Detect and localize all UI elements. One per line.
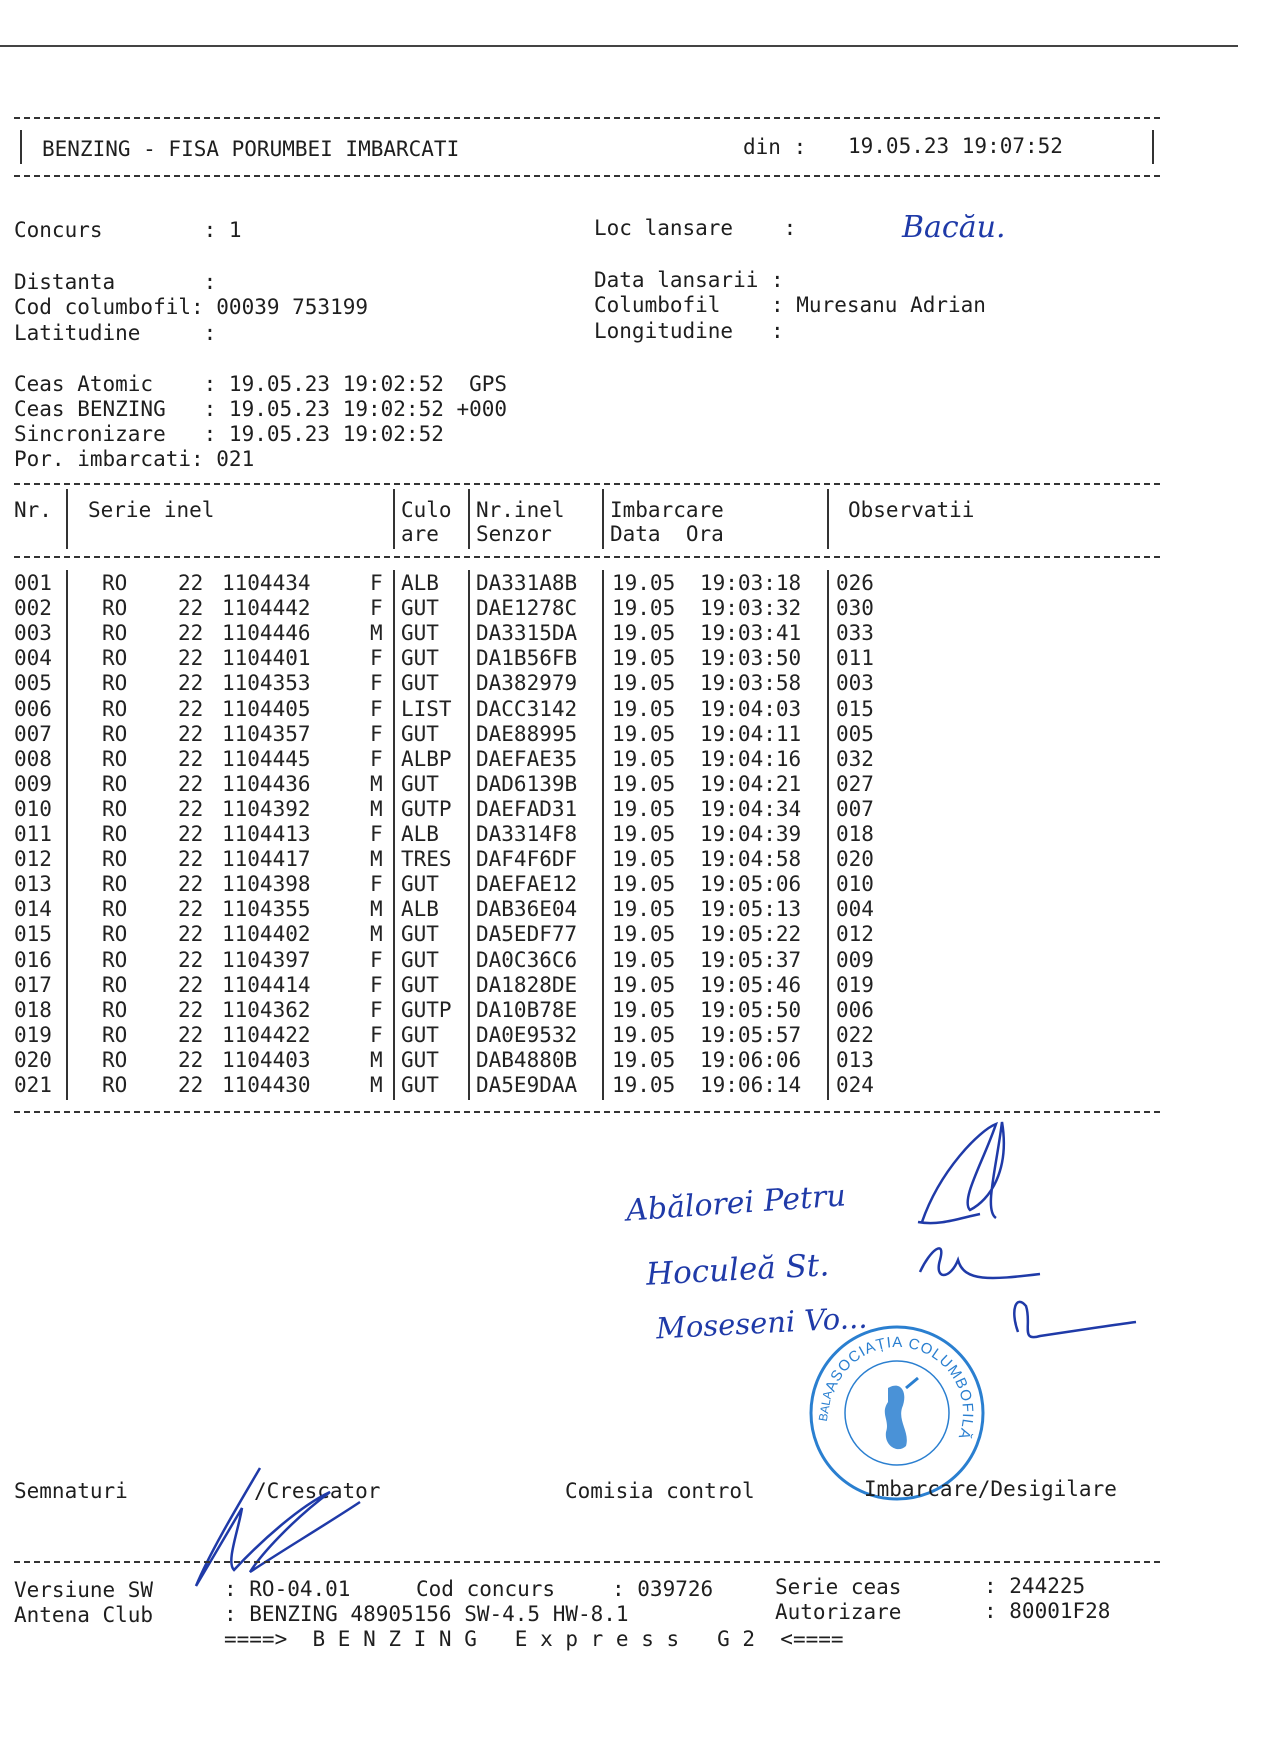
cell-inel: 1104430: [222, 1073, 311, 1097]
cell-data: 19.05: [612, 796, 676, 821]
cell-data: 19.05: [612, 671, 676, 696]
cell-obs: 033: [836, 621, 874, 646]
cell-sex: M: [370, 847, 383, 872]
body-col-sep-1: [66, 570, 68, 1100]
cell-tara: RO: [102, 897, 128, 922]
cell-nr: 002: [14, 596, 52, 621]
cell-obs: 013: [836, 1047, 874, 1072]
serie-ceas-value: : 244225: [984, 1574, 1086, 1598]
cell-nr: 010: [14, 796, 52, 821]
cell-nr: 019: [14, 1022, 52, 1047]
table-header-bottom-rule: [14, 556, 1160, 558]
cell-data: 19.05: [612, 721, 676, 746]
cell-tara: RO: [102, 1022, 128, 1047]
cell-inel: 1104413: [222, 822, 311, 846]
cell-an: 22: [178, 746, 204, 771]
cell-culoare: GUT: [401, 972, 439, 997]
cell-culoare: GUTP: [401, 796, 452, 821]
cell-obs: 030: [836, 596, 874, 621]
ceas-benzing-field: Ceas BENZING : 19.05.23 19:02:52 +000: [14, 397, 508, 421]
data-lansarii-field: Data lansarii :: [594, 268, 784, 292]
cell-ora: 19:03:58: [700, 671, 802, 696]
serie-ceas-label: Serie ceas: [775, 1575, 902, 1599]
cell-culoare: GUT: [401, 872, 439, 897]
cell-sex: F: [370, 746, 383, 771]
cell-data: 19.05: [612, 947, 676, 972]
comisia-control-label: Comisia control: [565, 1479, 755, 1503]
cell-inel: 1104417: [222, 847, 311, 872]
cell-data: 19.05: [612, 746, 676, 771]
cell-inel: 1104401: [222, 646, 311, 671]
cell-obs: 018: [836, 822, 874, 846]
longitudine-field: Longitudine :: [594, 319, 784, 343]
cell-inel: 1104442: [222, 596, 311, 621]
handwritten-name-2: Hoculeă St.: [645, 1247, 830, 1293]
cell-an: 22: [178, 796, 204, 821]
cell-an: 22: [178, 822, 204, 846]
cell-data: 19.05: [612, 1073, 676, 1097]
cell-tara: RO: [102, 972, 128, 997]
cell-tara: RO: [102, 796, 128, 821]
cell-obs: 003: [836, 671, 874, 696]
th-serie-inel: Serie inel: [88, 498, 215, 522]
cell-culoare: GUT: [401, 922, 439, 947]
body-col-sep-2: [393, 570, 395, 1100]
din-value: 19.05.23 19:07:52: [848, 134, 1063, 158]
cell-inel: 1104414: [222, 972, 311, 997]
cell-tara: RO: [102, 596, 128, 621]
cell-nr: 003: [14, 621, 52, 646]
cell-data: 19.05: [612, 646, 676, 671]
cell-data: 19.05: [612, 972, 676, 997]
cell-ora: 19:04:21: [700, 771, 802, 796]
cell-nr: 020: [14, 1047, 52, 1072]
cell-inel: 1104422: [222, 1022, 311, 1047]
cell-obs: 012: [836, 922, 874, 947]
col-sep-5: [827, 489, 829, 549]
cell-ora: 19:05:57: [700, 1022, 802, 1047]
autorizare-value: : 80001F28: [984, 1599, 1111, 1623]
cell-data: 19.05: [612, 847, 676, 872]
cell-inel: 1104446: [222, 621, 311, 646]
cell-an: 22: [178, 1073, 204, 1097]
cell-inel: 1104405: [222, 696, 311, 721]
versiune-sw-value: : RO-04.01: [224, 1577, 351, 1601]
page-top-edge: [0, 45, 1238, 47]
cell-ora: 19:03:18: [700, 571, 802, 595]
stamp-left-text: BALA: [815, 1389, 835, 1423]
cell-senzor: DA0E9532: [476, 1022, 578, 1047]
cell-obs: 026: [836, 571, 874, 595]
ceas-atomic-field: Ceas Atomic : 19.05.23 19:02:52 GPS: [14, 372, 508, 396]
cell-obs: 019: [836, 972, 874, 997]
cell-nr: 017: [14, 972, 52, 997]
cell-culoare: GUT: [401, 1047, 439, 1072]
cell-tara: RO: [102, 621, 128, 646]
cell-inel: 1104355: [222, 897, 311, 922]
col-sep-4: [602, 489, 604, 549]
porumbei-imbarcati-field: Por. imbarcati: 021: [14, 447, 255, 471]
cell-obs: 024: [836, 1073, 874, 1097]
cell-obs: 007: [836, 796, 874, 821]
cell-culoare: GUT: [401, 1073, 439, 1097]
header-left-border: [20, 130, 22, 164]
header-top-rule: [14, 117, 1160, 119]
cell-senzor: DA5E9DAA: [476, 1073, 578, 1097]
cell-data: 19.05: [612, 571, 676, 595]
header-right-border: [1152, 130, 1154, 164]
cell-tara: RO: [102, 922, 128, 947]
benzing-express-banner: ====> B E N Z I N G E x p r e s s G 2 <====: [224, 1627, 844, 1651]
cell-inel: 1104353: [222, 671, 311, 696]
cell-nr: 005: [14, 671, 52, 696]
cell-senzor: DA3314F8: [476, 822, 578, 846]
cell-ora: 19:03:50: [700, 646, 802, 671]
cell-ora: 19:05:46: [700, 972, 802, 997]
cell-tara: RO: [102, 872, 128, 897]
cell-sex: F: [370, 1022, 383, 1047]
handwritten-name-3: Moseseni Vo...: [655, 1300, 869, 1346]
th-data-ora: Data Ora: [610, 522, 724, 546]
cell-culoare: GUT: [401, 596, 439, 621]
crescator-signature: [190, 1462, 370, 1594]
cell-nr: 015: [14, 922, 52, 947]
cell-data: 19.05: [612, 872, 676, 897]
th-nr: Nr.: [14, 498, 52, 522]
cell-ora: 19:05:06: [700, 872, 802, 897]
handwritten-name-1: Abălorei Petru: [625, 1178, 847, 1229]
cell-obs: 015: [836, 696, 874, 721]
cell-nr: 004: [14, 646, 52, 671]
cell-culoare: GUT: [401, 621, 439, 646]
cell-data: 19.05: [612, 696, 676, 721]
distanta-field: Distanta :: [14, 270, 217, 294]
cell-senzor: DAF4F6DF: [476, 847, 578, 872]
cell-an: 22: [178, 847, 204, 872]
cell-sex: F: [370, 696, 383, 721]
cell-culoare: ALB: [401, 822, 439, 846]
cell-inel: 1104402: [222, 922, 311, 947]
cell-sex: M: [370, 1073, 383, 1097]
stamp-ring-text: ASOCIAȚIA COLUMBOFILĂ: [822, 1333, 977, 1443]
cell-sex: F: [370, 721, 383, 746]
cell-obs: 010: [836, 872, 874, 897]
cell-obs: 009: [836, 947, 874, 972]
th-senzor: Senzor: [476, 522, 552, 546]
cell-an: 22: [178, 972, 204, 997]
cell-sex: F: [370, 972, 383, 997]
cell-tara: RO: [102, 571, 128, 595]
cell-tara: RO: [102, 847, 128, 872]
cell-culoare: GUT: [401, 1022, 439, 1047]
cell-ora: 19:04:03: [700, 696, 802, 721]
cell-an: 22: [178, 771, 204, 796]
cell-tara: RO: [102, 771, 128, 796]
autorizare-label: Autorizare: [775, 1600, 902, 1624]
cell-senzor: DA3315DA: [476, 621, 578, 646]
cell-tara: RO: [102, 947, 128, 972]
cell-obs: 020: [836, 847, 874, 872]
th-observatii: Observatii: [848, 498, 975, 522]
cell-obs: 004: [836, 897, 874, 922]
cell-sex: M: [370, 897, 383, 922]
cell-data: 19.05: [612, 922, 676, 947]
cell-inel: 1104362: [222, 997, 311, 1022]
cell-ora: 19:05:13: [700, 897, 802, 922]
cell-ora: 19:04:39: [700, 822, 802, 846]
table-top-rule: [14, 483, 1160, 485]
loc-lansare-handwritten: Bacău.: [902, 210, 1006, 245]
cell-tara: RO: [102, 1073, 128, 1097]
cell-senzor: DA5EDF77: [476, 922, 578, 947]
cell-senzor: DAB36E04: [476, 897, 578, 922]
cell-data: 19.05: [612, 822, 676, 846]
document-title: BENZING - FISA PORUMBEI IMBARCATI: [42, 137, 460, 161]
cod-concurs-value: : 039726: [612, 1577, 714, 1601]
cell-an: 22: [178, 721, 204, 746]
cell-sex: F: [370, 872, 383, 897]
cell-nr: 007: [14, 721, 52, 746]
cell-sex: F: [370, 947, 383, 972]
latitudine-field: Latitudine :: [14, 321, 217, 345]
cell-ora: 19:05:50: [700, 997, 802, 1022]
cell-data: 19.05: [612, 621, 676, 646]
din-label: din :: [743, 135, 807, 159]
cell-obs: 011: [836, 646, 874, 671]
cell-senzor: DA10B78E: [476, 997, 578, 1022]
cell-ora: 19:06:14: [700, 1073, 802, 1097]
cell-nr: 014: [14, 897, 52, 922]
cell-senzor: DA1B56FB: [476, 646, 578, 671]
cell-an: 22: [178, 1047, 204, 1072]
cell-nr: 012: [14, 847, 52, 872]
cell-culoare: ALB: [401, 571, 439, 595]
cell-ora: 19:05:22: [700, 922, 802, 947]
cell-tara: RO: [102, 822, 128, 846]
antena-club-value: : BENZING 48905156 SW-4.5 HW-8.1: [224, 1602, 629, 1626]
cell-sex: F: [370, 997, 383, 1022]
columbofil-field: Columbofil : Muresanu Adrian: [594, 293, 986, 317]
cell-ora: 19:04:58: [700, 847, 802, 872]
cell-ora: 19:04:34: [700, 796, 802, 821]
loc-lansare-label: Loc lansare :: [594, 216, 797, 240]
cell-obs: 006: [836, 997, 874, 1022]
cell-nr: 001: [14, 571, 52, 595]
cell-senzor: DA0C36C6: [476, 947, 578, 972]
cell-an: 22: [178, 947, 204, 972]
concurs-field: Concurs : 1: [14, 218, 242, 242]
cell-inel: 1104434: [222, 571, 311, 595]
header-bottom-rule: [14, 175, 1160, 177]
cell-obs: 032: [836, 746, 874, 771]
cell-inel: 1104403: [222, 1047, 311, 1072]
cell-ora: 19:05:37: [700, 947, 802, 972]
cell-sex: F: [370, 571, 383, 595]
cell-nr: 006: [14, 696, 52, 721]
cell-ora: 19:04:11: [700, 721, 802, 746]
cell-nr: 013: [14, 872, 52, 897]
cell-culoare: ALBP: [401, 746, 452, 771]
cell-ora: 19:03:32: [700, 596, 802, 621]
cell-data: 19.05: [612, 897, 676, 922]
cod-columbofil-field: Cod columbofil: 00039 753199: [14, 295, 369, 319]
cell-obs: 005: [836, 721, 874, 746]
cell-an: 22: [178, 621, 204, 646]
semnaturi-label: Semnaturi: [14, 1479, 128, 1503]
col-sep-1: [66, 489, 68, 549]
cell-inel: 1104392: [222, 796, 311, 821]
cell-inel: 1104357: [222, 721, 311, 746]
cell-senzor: DACC3142: [476, 696, 578, 721]
antena-club-label: Antena Club: [14, 1603, 154, 1627]
cell-inel: 1104436: [222, 771, 311, 796]
cell-culoare: LIST: [401, 696, 452, 721]
crescator-label: /Crescator: [254, 1479, 381, 1503]
cell-data: 19.05: [612, 997, 676, 1022]
th-culoare-2: are: [401, 522, 439, 546]
cell-inel: 1104398: [222, 872, 311, 897]
cell-inel: 1104445: [222, 746, 311, 771]
cell-sex: M: [370, 771, 383, 796]
body-col-sep-5: [827, 570, 829, 1100]
cell-ora: 19:04:16: [700, 746, 802, 771]
cell-tara: RO: [102, 696, 128, 721]
cell-inel: 1104397: [222, 947, 311, 972]
cell-obs: 027: [836, 771, 874, 796]
cell-nr: 016: [14, 947, 52, 972]
cell-ora: 19:03:41: [700, 621, 802, 646]
cell-sex: F: [370, 671, 383, 696]
cell-senzor: DAE1278C: [476, 596, 578, 621]
cell-culoare: GUT: [401, 646, 439, 671]
cell-senzor: DAB4880B: [476, 1047, 578, 1072]
th-imbarcare: Imbarcare: [610, 498, 724, 522]
cell-an: 22: [178, 671, 204, 696]
cell-an: 22: [178, 897, 204, 922]
cell-an: 22: [178, 571, 204, 595]
cell-sex: M: [370, 621, 383, 646]
cell-culoare: GUT: [401, 671, 439, 696]
cell-culoare: TRES: [401, 847, 452, 872]
imbarcare-desigilare-label: Imbarcare/Desigilare: [864, 1477, 1117, 1501]
cell-senzor: DA382979: [476, 671, 578, 696]
cell-culoare: GUTP: [401, 997, 452, 1022]
cell-senzor: DAEFAE35: [476, 746, 578, 771]
body-col-sep-4: [602, 570, 604, 1100]
cell-sex: F: [370, 822, 383, 846]
versiune-sw-label: Versiune SW: [14, 1578, 154, 1602]
cell-sex: F: [370, 596, 383, 621]
cell-nr: 021: [14, 1073, 52, 1097]
cell-nr: 009: [14, 771, 52, 796]
cell-data: 19.05: [612, 1022, 676, 1047]
cell-tara: RO: [102, 646, 128, 671]
cell-sex: M: [370, 922, 383, 947]
cell-data: 19.05: [612, 596, 676, 621]
cell-ora: 19:06:06: [700, 1047, 802, 1072]
cell-data: 19.05: [612, 1047, 676, 1072]
cell-senzor: DAD6139B: [476, 771, 578, 796]
cell-obs: 022: [836, 1022, 874, 1047]
cell-an: 22: [178, 696, 204, 721]
cell-an: 22: [178, 1022, 204, 1047]
cell-senzor: DA331A8B: [476, 571, 578, 595]
cell-data: 19.05: [612, 771, 676, 796]
cell-an: 22: [178, 872, 204, 897]
th-culoare-1: Culo: [401, 498, 452, 522]
th-nr-inel: Nr.inel: [476, 498, 565, 522]
cell-tara: RO: [102, 1047, 128, 1072]
footer-rule: [14, 1561, 1160, 1563]
cell-an: 22: [178, 596, 204, 621]
col-sep-2: [393, 489, 395, 549]
cell-nr: 018: [14, 997, 52, 1022]
cod-concurs-label: Cod concurs: [416, 1577, 556, 1601]
col-sep-3: [468, 489, 470, 549]
cell-nr: 011: [14, 822, 52, 846]
cell-culoare: GUT: [401, 721, 439, 746]
cell-culoare: GUT: [401, 947, 439, 972]
cell-senzor: DAE88995: [476, 721, 578, 746]
cell-senzor: DAEFAE12: [476, 872, 578, 897]
cell-an: 22: [178, 997, 204, 1022]
cell-tara: RO: [102, 746, 128, 771]
cell-culoare: GUT: [401, 771, 439, 796]
cell-culoare: ALB: [401, 897, 439, 922]
body-col-sep-3: [468, 570, 470, 1100]
cell-senzor: DAEFAD31: [476, 796, 578, 821]
cell-an: 22: [178, 922, 204, 947]
cell-an: 22: [178, 646, 204, 671]
cell-sex: M: [370, 796, 383, 821]
cell-tara: RO: [102, 721, 128, 746]
sincronizare-field: Sincronizare : 19.05.23 19:02:52: [14, 422, 444, 446]
cell-tara: RO: [102, 671, 128, 696]
cell-nr: 008: [14, 746, 52, 771]
cell-sex: F: [370, 646, 383, 671]
cell-sex: M: [370, 1047, 383, 1072]
cell-tara: RO: [102, 997, 128, 1022]
cell-senzor: DA1828DE: [476, 972, 578, 997]
